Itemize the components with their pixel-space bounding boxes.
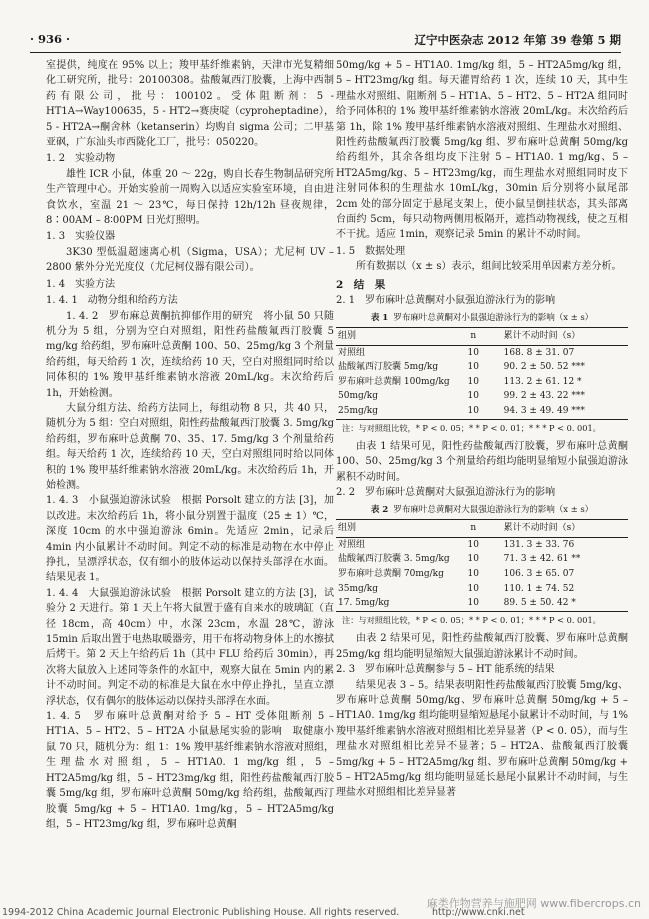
body-paragraph: 1. 4. 2 罗布麻总黄酮抗抑郁作用的研究 将小鼠 50 只随机分为 5 组，分别为空白对照组，阳性药盐酸氟西汀胶囊 5 mg/kg 给药组，罗布麻叶总黄酮 100、50、25mg/kg 3 个剂量给药组，每天给药 1 次，连续给药 10 天，空白对照组同时给以同体积的 1% 羧甲基纤维素钠水溶液 20mL/kg。末次给药后 1h，开始检测。 bbox=[46, 310, 334, 399]
section-heading: 1. 3 实验仪器 bbox=[46, 231, 116, 243]
n-cell: 10 bbox=[467, 568, 479, 579]
body-paragraph: 3K30 型低温超速离心机（Sigma，USA）；尤尼柯 UV – 2800 紫外分光光度仪（尤尼柯仪器有限公司）。 bbox=[46, 246, 334, 274]
group-cell: 50mg/kg bbox=[338, 391, 378, 402]
section-heading: 2 结 果 bbox=[336, 278, 386, 291]
value-cell: 110. 1 ± 74. 52 bbox=[503, 583, 575, 594]
table-row bbox=[336, 360, 628, 375]
column-header-n: n bbox=[470, 523, 477, 534]
body-paragraph: 结果见表 3 – 5。结果表明阳性药盐酸氟西汀胶囊 5mg/kg、罗布麻叶总黄酮 50mg/kg、罗布麻叶总黄酮 50mg/kg + 5 – HT1A0. 1mg/kg 组均能明显缩短悬尾小鼠累计不动时间，与 1% 羧甲基纤维素钠水溶液对照组相比差异显著（P < 0. 05），而与生理盐水对照组相比差异不显著；5 – HT2A、盐酸氟西汀胶囊 5mg/kg + 5 – HT2A5mg/kg 组、罗布麻叶总黄酮 50mg/kg + 5 – HT2A5mg/kg 组均能明显延长悬尾小鼠累计不动时间，与生理盐水对照组相比差异显著 bbox=[336, 679, 628, 799]
section-heading: 1. 4 实验方法 bbox=[46, 278, 116, 290]
n-cell: 10 bbox=[467, 376, 479, 387]
table-row bbox=[336, 567, 628, 582]
table-row bbox=[336, 553, 628, 568]
table-row bbox=[336, 582, 628, 597]
body-paragraph: 雄性 ICR 小鼠，体重 20 ～ 22g，购自长春生物制品研究所生产管理中心。开始实验前一周购入以适应实验室环境，自由进食饮水，室温 21 ～ 23℃，每日保持 12h/12h 昼夜规律，8∶00AM – 8∶00PM 日光灯照明。 bbox=[46, 168, 334, 227]
body-paragraph: 由表 1 结果可见，阳性药盐酸氟西汀胶囊，罗布麻叶总黄酮 100、50、25mg/kg 3 个剂量给药组均能明显缩短小鼠强迫游泳累积不动时间。 bbox=[336, 441, 628, 483]
body-paragraph: 1. 4. 5 罗布麻叶总黄酮对给予 5 – HT 受体阻断剂 5 – HT1A、5 – HT2、5 – HT2A 小鼠悬尾实验的影响 取健康小鼠 70 只，随机分为：组 1：1% 羧甲基纤维素钠水溶液对照组，生理盐水对照组，5 – HT1A0. 1 mg/kg 组，5 – HT2A5mg/kg 组，5 – HT23mg/kg 组，阳性药盐酸氟西汀胶囊 5mg/kg 组，罗布麻叶总黄酮 50mg/kg 给药组，盐酸氟西汀胶囊 5mg/kg + 5 – HT1A0. 1mg/kg，5 – HT2A5mg/kg 组，5 – HT23mg/kg 组，罗布麻叶总黄酮 bbox=[46, 711, 334, 830]
body-paragraph: 1. 4. 4 大鼠强迫游泳试验 根据 Porsolt 建立的方法 [3]，试验分 2 天进行。第 1 天上午将大鼠置于盛有自来水的玻璃缸（直径 18cm，高 40cm）中，水深 23cm，水温 28℃，游泳 15min 后取出置于电热取暖器旁，用干布将动物身体上的水擦拭后烤干。第 2 天上午给药后 1h（其中 FLU 给药后 30min），再次将大鼠放入上述同等条件的水缸中，观察大鼠在 5min 内的累计不动时间。判定不动的标准是大鼠在水中停止挣扎，呈直立漂浮状态，仅有偶尔的肢体运动以保持头部浮在水面。 bbox=[46, 587, 334, 707]
body-paragraph: 大鼠分组方法、给药方法同上，每组动物 8 只，共 40 只，随机分为 5 组：空白对照组，阳性药盐酸氟西汀胶囊 3. 5mg/kg 给药组，罗布麻叶总黄酮 70、35、17. 5mg/kg 3 个剂量给药组。每天给药 1 次，连续给药 10 天，空白对照组同时给以同体积的 1% 羧甲基纤维素钠水溶液 20mL/kg。末次给药后 1h，开始检测。 bbox=[46, 402, 334, 491]
n-cell: 10 bbox=[467, 583, 479, 594]
body-paragraph: 50mg/kg + 5 – HT1A0. 1mg/kg 组，5 – HT2A5mg/kg 组，5 – HT23mg/kg 组。每天灌胃给药 1 次，连续 10 天，其中生理盐水对照组、阻断剂 5 – HT1A、5 – HT2、5 – HT2A 组同时给予同体积的 1% 羧甲基纤维素钠水溶液 20mL/kg。末次给药后第 1h，除 1% 羧甲基纤维素钠水溶液对照组、生理盐水对照组、阳性药盐酸氟西汀胶囊 5mg/kg 组、罗布麻叶总黄酮 50mg/kg 给药组外，其余各组均皮下注射 5 – HT1A0. 1 mg/kg、5 – HT2A5mg/kg、5 – HT23mg/kg，而生理盐水对照组同时皮下注射同体积的生理盐水 10mL/kg，30min 后分别将小鼠尾部 2cm 处的部分固定于悬尾支架上，使小鼠呈倒挂状态，其头部离台面约 5cm，每只动物两侧用板隔开，遮挡动物视线，使之互相不干扰。适应 1min，观察记录 5min 的累计不动时间。 bbox=[336, 60, 628, 241]
table-row bbox=[336, 389, 628, 404]
table-header-row bbox=[336, 327, 628, 345]
journal-issue: 辽宁中医杂志 2012 年第 39 卷第 5 期 bbox=[414, 33, 621, 47]
table-2 bbox=[336, 519, 628, 612]
table-1 bbox=[336, 327, 628, 420]
column-header-group: 组别 bbox=[338, 523, 357, 534]
value-cell: 99. 2 ± 43. 22 *** bbox=[503, 391, 585, 402]
right-column-middle bbox=[336, 439, 628, 501]
body-paragraph: 2. 1 罗布麻叶总黄酮对小鼠强迫游泳行为的影响 bbox=[336, 295, 556, 307]
group-cell: 对照组 bbox=[338, 539, 366, 550]
body-paragraph: 由表 2 结果可见，阳性药盐酸氟西汀胶囊、罗布麻叶总黄酮 25mg/kg 组均能明显缩短大鼠强迫游泳累计不动时间。 bbox=[336, 633, 628, 660]
body-paragraph: 1. 4. 3 小鼠强迫游泳试验 根据 Porsolt 建立的方法 [3]，加以改进。末次给药后 1h，将小鼠分别置于温度（25 ± 1）℃，深度 10cm 的水中强迫游泳 6min。先适应 2min，记录后 4min 内小鼠累计不动时间。判定不动的标准是动物在水中停止挣扎，呈漂浮状态，仅有细小的肢体运动以保持头部浮在水面。结果见表 1。 bbox=[46, 495, 334, 584]
group-cell: 罗布麻叶总黄酮 70mg/kg bbox=[338, 568, 444, 579]
body-paragraph: 室提供，纯度在 95% 以上；羧甲基纤维素钠，天津市光复精细化工研究所，批号：20100308。盐酸氟西汀胶囊，上海中西制药有限公司，批号：100102。受体阻断剂：5 - HT1A→Way100635，5 - HT2→赛庚啶（cyproheptadine），5 - HT2A→酮舍林（ketanserin）均购自 sigma 公司；二甲基亚砜，广东汕头市西陇化工厂，批号：050220。 bbox=[46, 60, 334, 149]
section-heading: 1. 5 数据处理 bbox=[336, 245, 406, 257]
value-cell: 71. 3 ± 42. 61 ** bbox=[503, 554, 581, 565]
n-cell: 10 bbox=[467, 405, 479, 416]
n-cell: 10 bbox=[467, 598, 479, 609]
value-cell: 89. 5 ± 50. 42 * bbox=[503, 598, 576, 609]
table-1-caption: 表 1 罗布麻叶总黄酮对小鼠强迫游泳行为的影响（x ± s） bbox=[370, 312, 594, 323]
table-1-block bbox=[336, 311, 628, 437]
n-cell: 10 bbox=[467, 539, 479, 550]
table-row bbox=[336, 596, 628, 611]
group-cell: 盐酸氟西汀胶囊 3. 5mg/kg bbox=[338, 554, 450, 565]
table-row bbox=[336, 404, 628, 419]
group-cell: 对照组 bbox=[338, 347, 366, 358]
left-column bbox=[46, 58, 334, 832]
value-cell: 90. 2 ± 50. 52 *** bbox=[503, 362, 585, 373]
watermark: 麻类作物营养与施肥网 www.fibercrops.cn bbox=[426, 897, 641, 910]
value-cell: 168. 8 ± 31. 07 bbox=[503, 347, 575, 358]
group-cell: 罗布麻叶总黄酮 100mg/kg bbox=[338, 376, 450, 387]
group-cell: 25mg/kg bbox=[338, 405, 378, 416]
group-cell: 盐酸氟西汀胶囊 5mg/kg bbox=[338, 362, 439, 373]
table-2-note: 注：与对照组比较，* P < 0. 05；* * P < 0. 01；* * * P < 0. 001。 bbox=[342, 614, 601, 625]
section-heading: 1. 4. 1 动物分组和给药方法 bbox=[46, 295, 178, 307]
n-cell: 10 bbox=[467, 362, 479, 373]
table-2-caption: 表 2 罗布麻叶总黄酮对大鼠强迫游泳行为的影响（x ± s） bbox=[370, 504, 594, 515]
column-header-value: 累计不动时间（s） bbox=[503, 330, 581, 341]
n-cell: 10 bbox=[467, 554, 479, 565]
body-paragraph: 所有数据以（x ± s）表示，组间比较采用单因素方差分析。 bbox=[356, 261, 622, 273]
column-header-n: n bbox=[470, 330, 477, 341]
table-row bbox=[336, 375, 628, 390]
footer bbox=[0, 905, 649, 919]
value-cell: 131. 3 ± 33. 76 bbox=[503, 539, 575, 550]
group-cell: 35mg/kg bbox=[338, 583, 378, 594]
table-header-row bbox=[336, 520, 628, 538]
copyright-notice: 1994-2012 China Academic Journal Electronic Publishing House. All rights reserved. bbox=[2, 907, 400, 918]
table-1-note: 注：与对照组比较，* P < 0. 05；* * P < 0. 01；* * * P < 0. 001。 bbox=[342, 422, 601, 433]
right-column-bottom bbox=[336, 631, 628, 800]
table-2-block bbox=[336, 503, 628, 629]
running-header bbox=[30, 30, 621, 50]
body-paragraph: 2. 3 罗布麻叶总黄酮参与 5 – HT 能系统的结果 bbox=[336, 664, 555, 676]
value-cell: 106. 3 ± 65. 07 bbox=[503, 568, 575, 579]
n-cell: 10 bbox=[467, 347, 479, 358]
column-header-value: 累计不动时间（s） bbox=[503, 523, 581, 534]
right-column-top bbox=[336, 58, 628, 309]
table-row bbox=[336, 345, 628, 360]
section-heading: 1. 2 实验动物 bbox=[46, 153, 116, 165]
right-column bbox=[336, 58, 628, 801]
footer-url[interactable]: http://www.cnki.net bbox=[432, 907, 525, 918]
column-header-group: 组别 bbox=[338, 330, 357, 341]
value-cell: 113. 2 ± 61. 12 * bbox=[503, 376, 582, 387]
page-number: · 936 · bbox=[30, 32, 71, 46]
table-row bbox=[336, 537, 628, 552]
header-rule bbox=[30, 52, 621, 53]
n-cell: 10 bbox=[467, 391, 479, 402]
group-cell: 17. 5mg/kg bbox=[338, 598, 390, 609]
body-paragraph: 2. 2 罗布麻叶总黄酮对大鼠强迫游泳行为的影响 bbox=[336, 487, 556, 499]
value-cell: 94. 3 ± 49. 49 *** bbox=[503, 405, 585, 416]
